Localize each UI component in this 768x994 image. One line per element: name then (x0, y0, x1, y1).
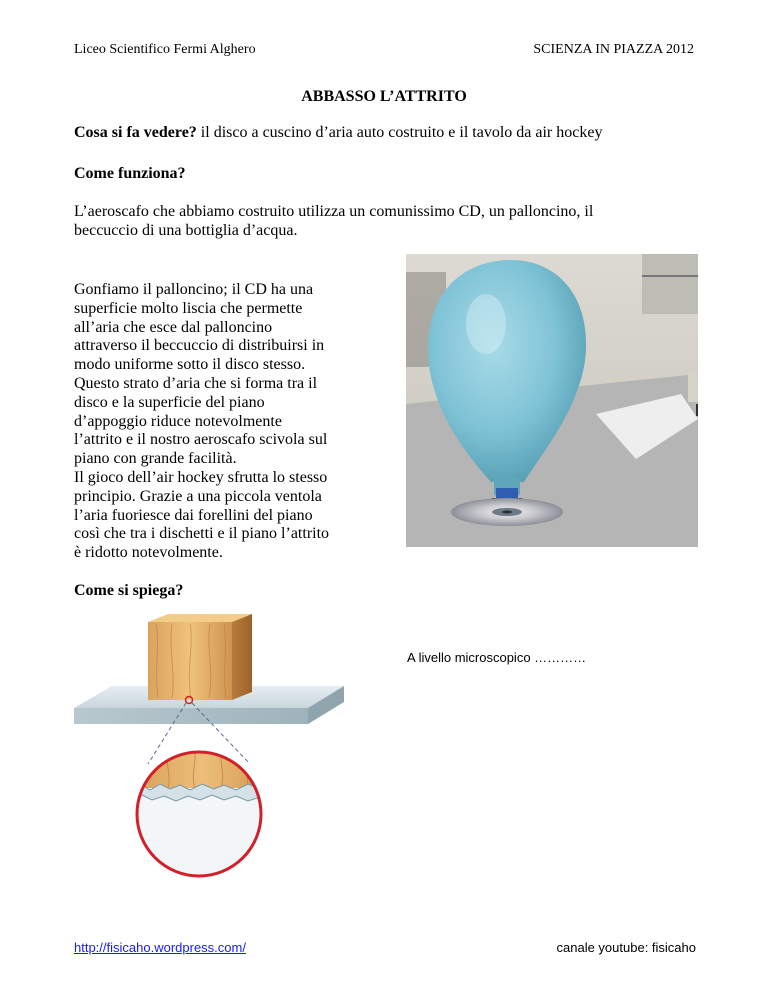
paragraph-2-line: Gonfiamo il palloncino; il CD ha una (74, 281, 314, 298)
paragraph-2-line: superficie molto liscia che permette (74, 299, 303, 317)
paragraph-2-line: piano con grande facilità. (74, 450, 237, 468)
paragraph-2-line: d’appoggio riduce notevolmente (74, 412, 282, 430)
paragraph-2-line: all’aria che esce dal palloncino (74, 318, 273, 336)
paragraph-2-line: Questo strato d’aria che si forma tra il (74, 374, 318, 392)
paragraph-1 (74, 202, 593, 240)
paragraph-1-line-1: L’aeroscafo che abbiamo costruito utilizza un comunissimo CD, un palloncino, il (74, 203, 594, 220)
intro-label: Cosa si fa vedere? (74, 124, 197, 141)
paragraph-2 (74, 281, 394, 563)
paragraph-2-line: principio. Grazie a una piccola ventola (74, 487, 322, 505)
micro-caption: A livello microscopico ………… (407, 650, 587, 665)
friction-illustration (72, 614, 352, 896)
paragraph-2-line: attraverso il beccuccio di distribuirsi in (74, 337, 325, 355)
section-why-heading: Come si spiega? (74, 582, 184, 599)
paragraph-2-line: è ridotto notevolmente. (74, 544, 223, 562)
intro-text: il disco a cuscino d’aria auto costruito e il tavolo da air hockey (196, 124, 603, 141)
footer-youtube: canale youtube: fisicaho (556, 940, 696, 955)
paragraph-1-line-2: beccuccio di una bottiglia d’acqua. (74, 222, 298, 239)
paragraph-2-line: Il gioco dell’air hockey sfrutta lo stesso (74, 468, 328, 486)
footer-website-link[interactable]: http://fisicaho.wordpress.com/ (74, 940, 246, 955)
paragraph-2-line: l’attrito e il nostro aeroscafo scivola sul (74, 431, 328, 449)
header-left: Liceo Scientifico Fermi Alghero (74, 42, 256, 57)
intro-line (74, 123, 602, 142)
header-right: SCIENZA IN PIAZZA 2012 (533, 42, 694, 57)
paragraph-2-line: l’aria fuoriesce dai forellini del piano (74, 506, 313, 524)
paragraph-2-line: così che tra i dischetti e il piano l’attrito (74, 525, 330, 543)
section-how-heading: Come funziona? (74, 165, 186, 182)
paragraph-2-line: modo uniforme sotto il disco stesso. (74, 356, 306, 374)
balloon-photo (406, 254, 698, 547)
page-title: ABBASSO L’ATTRITO (301, 88, 467, 105)
paragraph-2-line: disco e la superficie del piano (74, 393, 265, 411)
